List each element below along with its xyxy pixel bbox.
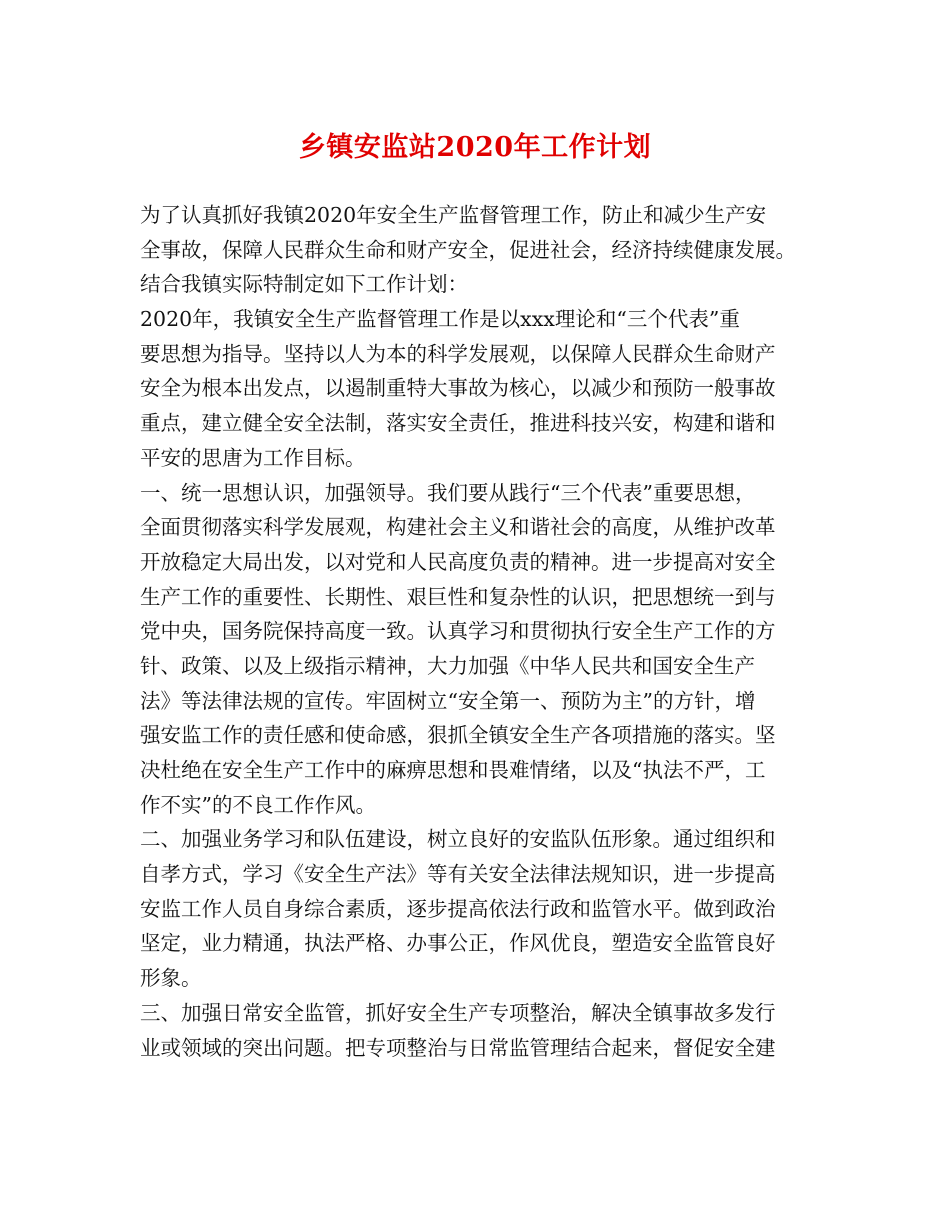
body-line-3: 结合我镇实际特制定如下工作计划： <box>140 272 468 297</box>
body-line-7: 重点，建立健全安全法制，落实安全责任，推进科技兴安，构建和谐和 <box>140 411 776 436</box>
body-line-20: 自孝方式，学习《安全生产法》等有关安全法律法规知识，进一步提高 <box>140 862 776 887</box>
body-line-9: 一、统一思想认识，加强领导。我们要从践行“三个代表”重要思想， <box>140 480 756 505</box>
body-line-18: 作不实”的不良工作作风。 <box>140 792 376 817</box>
body-line-13: 党中央，国务院保持高度一致。认真学习和贯彻执行安全生产工作的方 <box>140 619 776 644</box>
body-line-4: 2020年，我镇安全生产监督管理工作是以xxx理论和“三个代表”重 <box>140 307 740 332</box>
body-line-10: 全面贯彻落实科学发展观，构建社会主义和谐社会的高度，从维护改革 <box>140 515 776 540</box>
body-line-22: 坚定，业力精通，执法严格、办事公正，作风优良，塑造安全监管良好 <box>140 931 776 956</box>
body-line-14: 针、政策、以及上级指示精神，大力加强《中华人民共和国安全生产 <box>140 653 755 678</box>
body-line-19: 二、加强业务学习和队伍建设，树立良好的安监队伍形象。通过组织和 <box>140 827 776 852</box>
body-line-17: 决杜绝在安全生产工作中的麻痹思想和畏难情绪，以及“执法不严，工 <box>140 758 766 782</box>
body-line-2: 全事故，保障人民群众生命和财产安全，促进社会，经济持续健康发展。 <box>140 237 796 262</box>
document-title: 乡镇安监站2020年工作计划 <box>298 132 652 163</box>
body-line-12: 生产工作的重要性、长期性、艰巨性和复杂性的认识，把思想统一到与 <box>140 584 776 609</box>
body-line-5: 要思想为指导。坚持以人为本的科学发展观，以保障人民群众生命财产 <box>140 341 776 366</box>
body-line-25: 业或领域的突出问题。把专项整治与日常监管理结合起来，督促安全建 <box>140 1035 776 1060</box>
body-line-24: 三、加强日常安全监管，抓好安全生产专项整治，解决全镇事故多发行 <box>140 1000 776 1025</box>
document-body <box>140 198 820 1065</box>
body-line-8: 平安的思唐为工作目标。 <box>140 445 366 470</box>
body-line-23: 形象。 <box>140 966 202 991</box>
body-line-16: 强安监工作的责任感和使命感，狠抓全镇安全生产各项措施的落实。坚 <box>140 723 776 748</box>
body-line-6: 安全为根本出发点，以遏制重特大事故为核心，以减少和预防一般事故 <box>140 376 776 401</box>
body-line-21: 安监工作人员自身综合素质，逐步提高依法行政和监管水平。做到政治 <box>140 896 776 921</box>
body-line-11: 开放稳定大局出发，以对党和人民高度负责的精神。进一步提高对安全 <box>140 549 776 574</box>
body-line-1: 为了认真抓好我镇2020年安全生产监督管理工作，防止和减少生产安 <box>140 203 767 227</box>
body-line-15: 法》等法律法规的宣传。牢固树立“安全第一、预防为主”的方针，增 <box>140 688 756 713</box>
